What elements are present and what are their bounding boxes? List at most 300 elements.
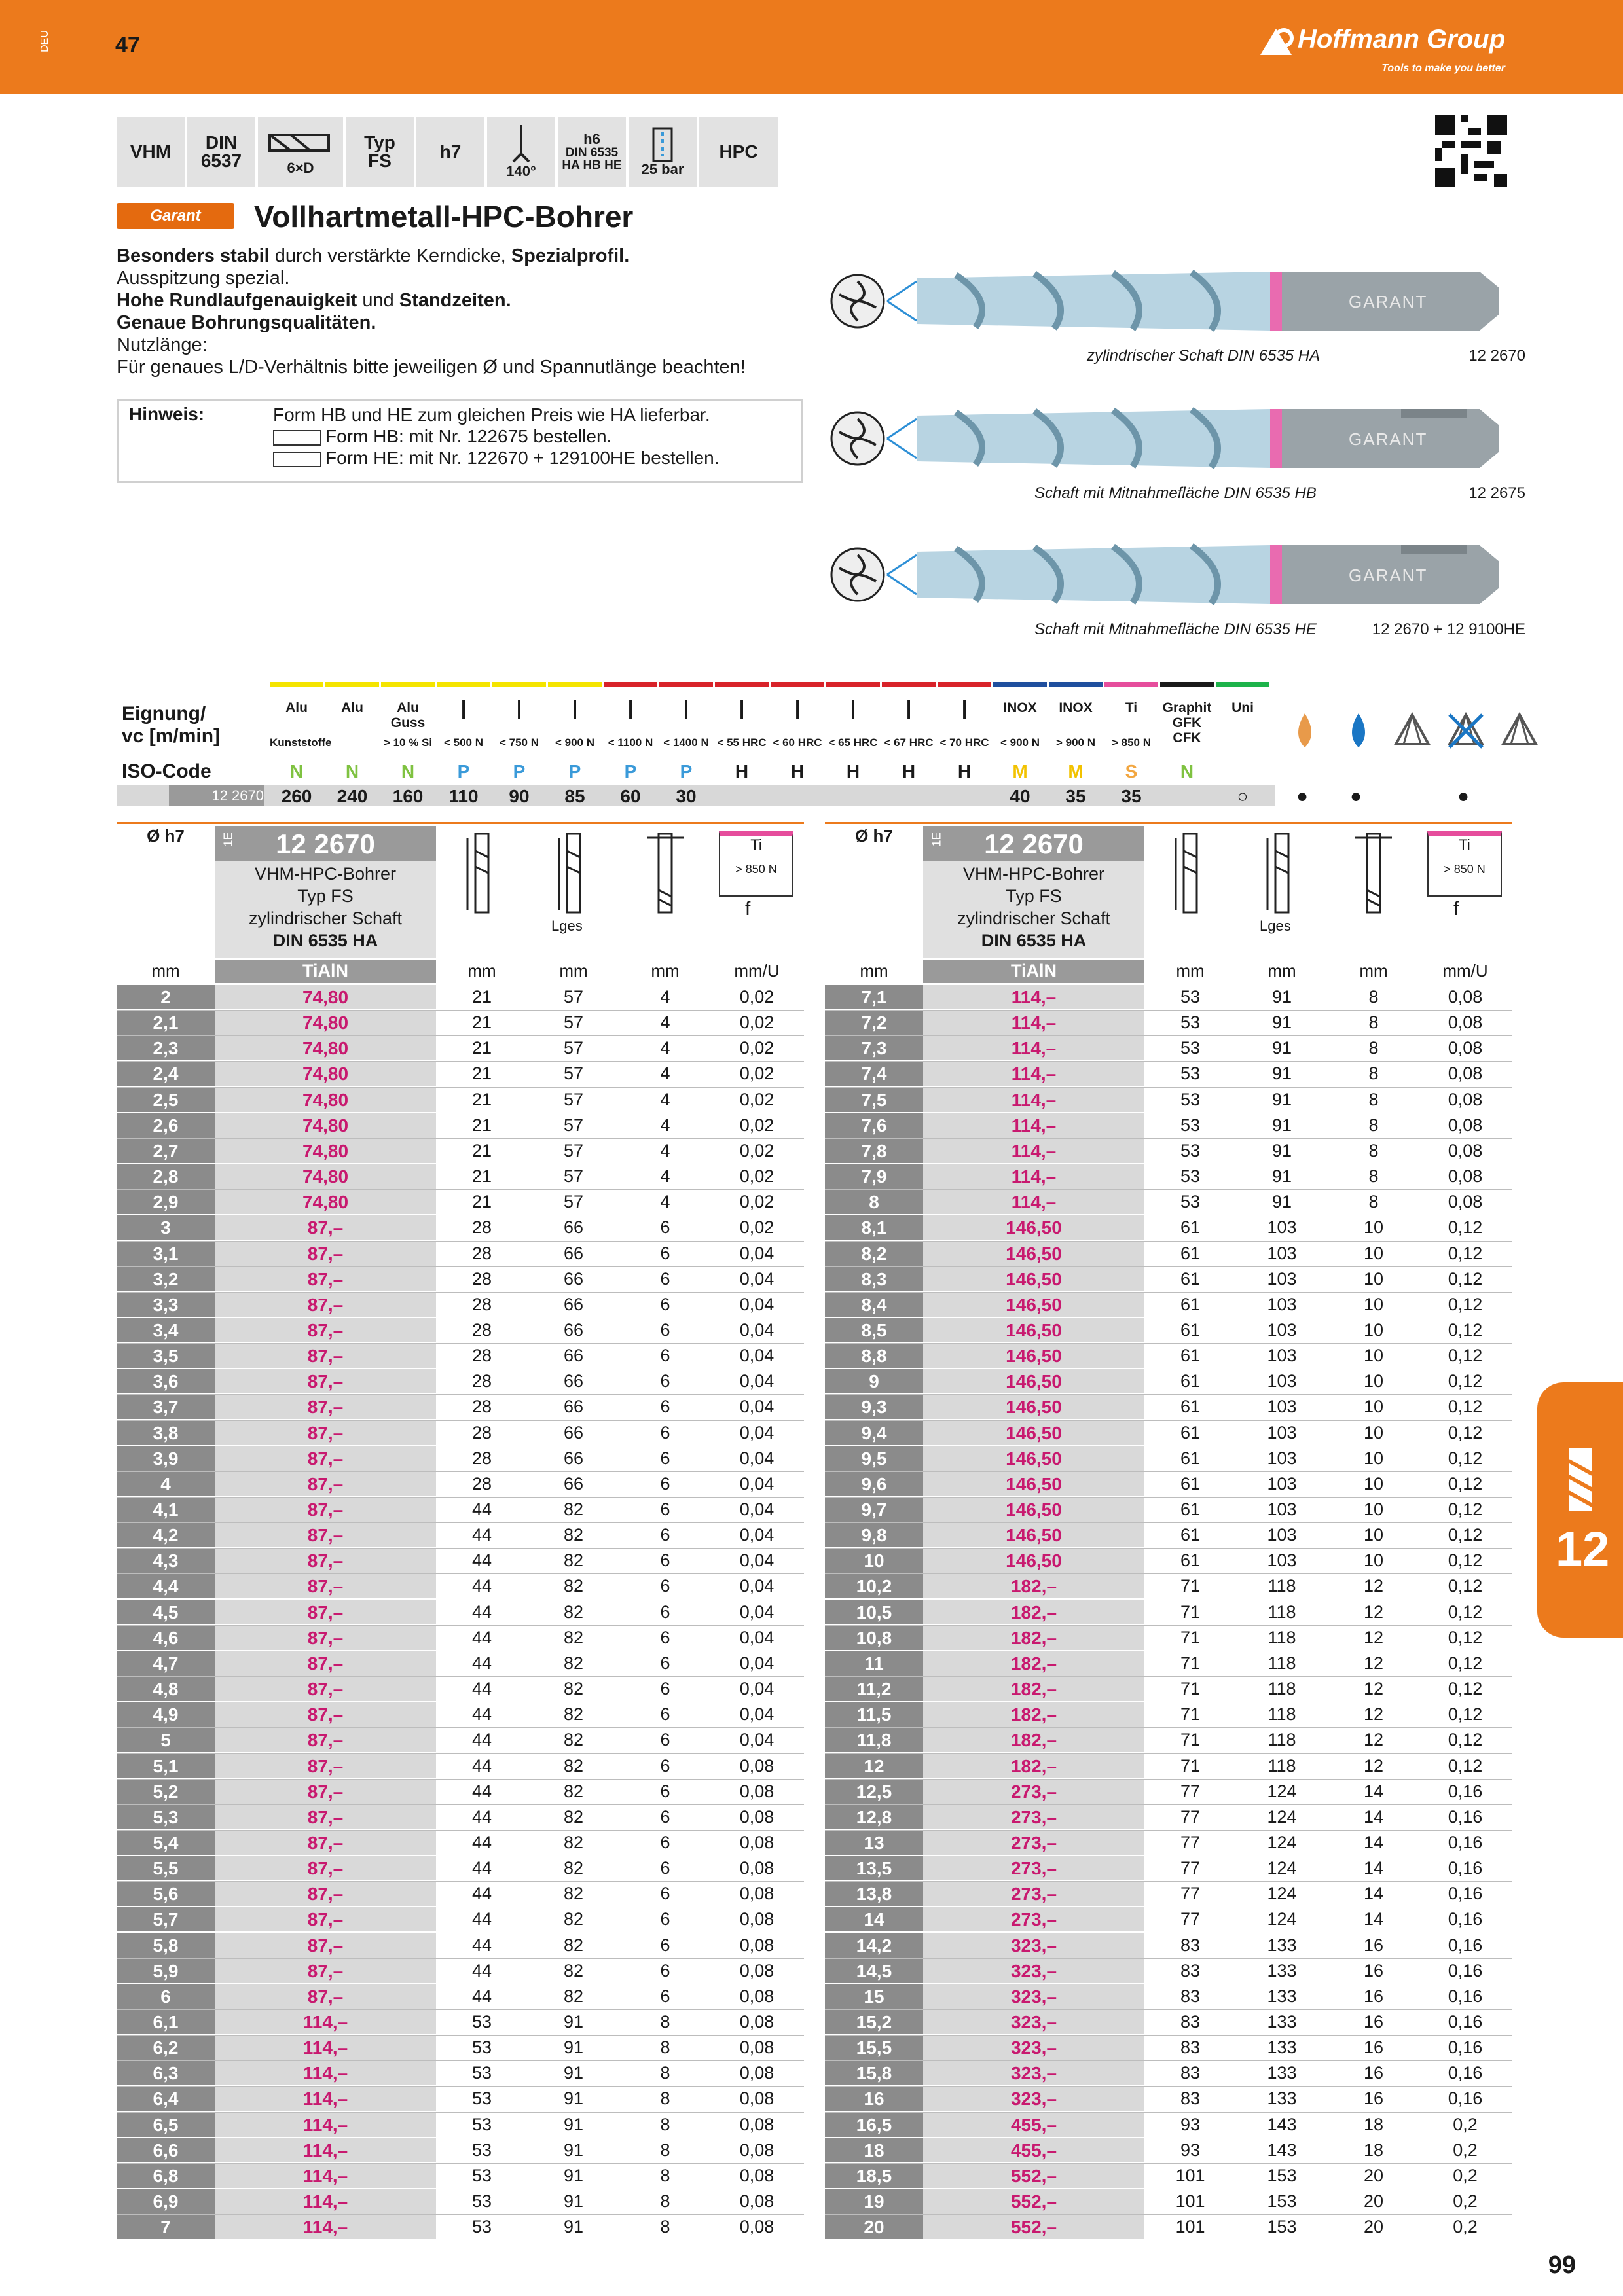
drill-caption: Schaft mit Mitnahmefläche DIN 6535 HB xyxy=(1034,484,1317,502)
price-cell[interactable]: 146,50 xyxy=(923,1472,1144,1496)
feed-cell: 0,04 xyxy=(739,1371,775,1391)
garant-brand-badge: Garant xyxy=(117,203,234,229)
material-name: Ti xyxy=(1125,700,1138,715)
price-cell[interactable]: 552,– xyxy=(923,2189,1144,2214)
feed-cell: 0,08 xyxy=(739,1858,775,1878)
total-length-cell: 103 xyxy=(1267,1294,1297,1314)
total-length-cell: 124 xyxy=(1267,1909,1297,1929)
total-length-cell: 57 xyxy=(563,1140,584,1160)
flute-length-cell: 53 xyxy=(1180,1064,1201,1084)
feed-cell: 0,04 xyxy=(739,1499,775,1519)
cutting-speed-value: 40 xyxy=(1010,786,1030,806)
description-fragment: und xyxy=(357,290,399,311)
shank-diameter-cell: 8 xyxy=(1368,1192,1379,1212)
price-cell[interactable]: 273,– xyxy=(923,1831,1144,1855)
flute-length-cell: 44 xyxy=(471,1653,492,1673)
shank-diameter-cell: 10 xyxy=(1363,1268,1384,1289)
feed-cell: 0,02 xyxy=(739,1013,775,1033)
price-cell[interactable]: 87,– xyxy=(215,1984,436,2009)
price-cell[interactable]: 146,50 xyxy=(923,1446,1144,1471)
price-cell[interactable]: 74,80 xyxy=(215,1088,436,1112)
feed-cell: 0,16 xyxy=(1448,2089,1483,2109)
shank-diameter-cell: 12 xyxy=(1363,1704,1384,1725)
shank-diameter-cell: 6 xyxy=(660,1602,670,1622)
article-number: 12 2670 xyxy=(276,829,375,859)
price-cell[interactable]: 323,– xyxy=(923,1933,1144,1958)
chapter-tab[interactable] xyxy=(1537,1382,1623,1638)
feed-cell: 0,08 xyxy=(1448,1038,1483,1058)
price-cell[interactable]: 87,– xyxy=(215,1728,436,1752)
price-cell[interactable]: 114,– xyxy=(923,1011,1144,1035)
feed-label: f xyxy=(1453,898,1459,920)
diameter-cell: 18,5 xyxy=(825,2164,923,2188)
diameter-cell: 14,2 xyxy=(825,1933,923,1958)
catalog-section-number: 47 xyxy=(115,33,140,58)
feed-cell: 0,02 xyxy=(739,1217,775,1238)
price-cell[interactable]: 273,– xyxy=(923,1882,1144,1906)
total-length-cell: 153 xyxy=(1267,2165,1297,2185)
price-cell[interactable]: 87,– xyxy=(215,1907,436,1931)
price-cell[interactable]: 114,– xyxy=(215,2215,436,2239)
diameter-cell: 3,3 xyxy=(117,1293,215,1317)
feed-cell: 0,04 xyxy=(739,1422,775,1443)
total-length-cell: 103 xyxy=(1267,1371,1297,1391)
shank-diameter-icon xyxy=(1354,831,1393,923)
material-name: Alu xyxy=(285,700,308,715)
diameter-cell: 13,5 xyxy=(825,1856,923,1880)
price-cell[interactable]: 74,80 xyxy=(215,1164,436,1189)
note-line: Form HB und HE zum gleichen Preis wie HA lieferbar. xyxy=(273,404,710,425)
total-length-cell: 57 xyxy=(563,1038,584,1058)
price-cell[interactable]: 146,50 xyxy=(923,1242,1144,1266)
flute-length-cell: 71 xyxy=(1180,1602,1201,1622)
shank-diameter-cell: 18 xyxy=(1363,2140,1384,2160)
price-cell[interactable]: 114,– xyxy=(215,2010,436,2034)
price-cell[interactable]: 146,50 xyxy=(923,1293,1144,1317)
suitability-label: Eignung/ xyxy=(122,703,206,725)
feed-cell: 0,08 xyxy=(739,1806,775,1827)
feed-cell: 0,16 xyxy=(1448,2063,1483,2083)
diameter-cell: 8,1 xyxy=(825,1215,923,1240)
price-cell[interactable]: 114,– xyxy=(923,1113,1144,1138)
length-unit: mm xyxy=(559,961,588,980)
price-cell[interactable]: 74,80 xyxy=(215,985,436,1009)
price-cell[interactable]: 146,50 xyxy=(923,1549,1144,1573)
shank-diameter-cell: 6 xyxy=(660,1653,670,1673)
price-cell[interactable]: 87,– xyxy=(215,1780,436,1804)
feed-cell: 0,12 xyxy=(1448,1704,1483,1725)
feed-cell: 0,08 xyxy=(739,2165,775,2185)
flute-length-cell: 53 xyxy=(471,2217,492,2237)
total-length-cell: 133 xyxy=(1267,2037,1297,2058)
price-cell[interactable]: 323,– xyxy=(923,2010,1144,2034)
price-cell[interactable]: 146,50 xyxy=(923,1318,1144,1342)
shank-diameter-cell: 6 xyxy=(660,1806,670,1827)
price-cell[interactable]: 182,– xyxy=(923,1626,1144,1650)
total-length-cell: 91 xyxy=(563,2012,584,2032)
diameter-cell: 10 xyxy=(825,1549,923,1573)
material-color-bar xyxy=(548,682,602,687)
drill-article-number: 12 2670 + 12 9100HE xyxy=(1372,620,1525,638)
price-cell[interactable]: 182,– xyxy=(923,1574,1144,1598)
diameter-cell: 9,5 xyxy=(825,1446,923,1471)
price-cell[interactable]: 114,– xyxy=(215,2061,436,2085)
diameter-cell: 3,6 xyxy=(117,1369,215,1393)
feed-cell: 0,16 xyxy=(1448,1884,1483,1904)
price-cell[interactable]: 87,– xyxy=(215,1395,436,1419)
diameter-cell: 4,5 xyxy=(117,1600,215,1624)
feed-cell: 0,04 xyxy=(739,1602,775,1622)
price-cell[interactable]: 323,– xyxy=(923,1984,1144,2009)
material-name: INOX xyxy=(1059,700,1093,715)
material-strength: > 850 N xyxy=(1111,736,1151,749)
article-description: DIN 6535 HA xyxy=(272,931,378,950)
oil-drop-icon xyxy=(1282,708,1328,754)
language-code: DEU xyxy=(39,30,50,52)
shank-diameter-cell: 10 xyxy=(1363,1346,1384,1366)
feed-cell: 0,02 xyxy=(739,1192,775,1212)
flute-length-cell: 44 xyxy=(471,1909,492,1929)
price-cell[interactable]: 87,– xyxy=(215,1549,436,1573)
diameter-cell: 6,1 xyxy=(117,2010,215,2034)
price-cell[interactable]: 552,– xyxy=(923,2215,1144,2239)
tolerance-cell: h7 xyxy=(416,117,487,187)
diameter-cell: 15 xyxy=(825,1984,923,2009)
total-length-cell: 103 xyxy=(1267,1551,1297,1571)
price-cell[interactable]: 74,80 xyxy=(215,1036,436,1060)
diameter-cell: 16 xyxy=(825,2087,923,2111)
material-strength: < 70 HRC xyxy=(939,736,989,749)
price-cell[interactable]: 146,50 xyxy=(923,1369,1144,1393)
drill-engraving: GARANT xyxy=(1349,292,1428,312)
shank-cell: h6 DIN 6535 HA HB HE xyxy=(558,117,629,187)
total-length-cell: 82 xyxy=(563,1806,584,1827)
price-cell[interactable]: 273,– xyxy=(923,1805,1144,1829)
price-cell[interactable]: 114,– xyxy=(923,1036,1144,1060)
price-cell[interactable]: 146,50 xyxy=(923,1395,1144,1419)
note-line: Form HB: mit Nr. 122675 bestellen. xyxy=(273,425,720,447)
price-cell[interactable]: 146,50 xyxy=(923,1421,1144,1445)
price-cell[interactable]: 87,– xyxy=(215,1215,436,1240)
price-cell[interactable]: 87,– xyxy=(215,1574,436,1598)
material-color-bar xyxy=(492,682,546,687)
diameter-cell: 3,2 xyxy=(117,1267,215,1291)
price-cell[interactable]: 114,– xyxy=(923,1139,1144,1163)
total-length-cell: 82 xyxy=(563,1576,584,1596)
description-line xyxy=(117,245,837,267)
price-cell[interactable]: 146,50 xyxy=(923,1267,1144,1291)
flute-length-cell: 28 xyxy=(471,1319,492,1340)
flute-length-cell: 71 xyxy=(1180,1730,1201,1750)
total-length-cell: 82 xyxy=(563,1679,584,1699)
diameter-cell: 2,4 xyxy=(117,1062,215,1086)
price-cell[interactable]: 87,– xyxy=(215,1856,436,1880)
total-length-cell: 91 xyxy=(1271,1192,1292,1212)
description-fragment: Genaue Bohrungsqualitäten. xyxy=(117,312,376,333)
shank-diameter-cell: 12 xyxy=(1363,1576,1384,1596)
shank-diameter-cell: 12 xyxy=(1363,1653,1384,1673)
cutting-speed-value: 85 xyxy=(564,786,585,806)
total-length-cell: 103 xyxy=(1267,1319,1297,1340)
diameter-cell: 9,7 xyxy=(825,1498,923,1522)
total-length-cell: 82 xyxy=(563,1525,584,1545)
price-cell[interactable]: 114,– xyxy=(215,2087,436,2111)
price-cell[interactable]: 552,– xyxy=(923,2164,1144,2188)
diameter-cell: 4,9 xyxy=(117,1702,215,1727)
length-unit: mm xyxy=(651,961,680,980)
diameter-cell: 11 xyxy=(825,1651,923,1676)
diameter-cell: 9,6 xyxy=(825,1472,923,1496)
feed-cell: 0,08 xyxy=(739,2012,775,2032)
length-unit: mm xyxy=(1267,961,1296,980)
diameter-cell: 12,5 xyxy=(825,1780,923,1804)
diameter-cell: 8,4 xyxy=(825,1293,923,1317)
steel-beam-icon: Ⅰ xyxy=(738,696,746,725)
flute-length-cell: 28 xyxy=(471,1422,492,1443)
flute-length-cell: 44 xyxy=(471,1525,492,1545)
price-cell[interactable]: 87,– xyxy=(215,1498,436,1522)
iso-code: N xyxy=(401,761,415,781)
price-cell[interactable]: 182,– xyxy=(923,1728,1144,1752)
price-cell[interactable]: 87,– xyxy=(215,1959,436,1983)
price-cell[interactable]: 146,50 xyxy=(923,1523,1144,1547)
price-cell[interactable]: 87,– xyxy=(215,1882,436,1906)
total-length-cell: 103 xyxy=(1267,1473,1297,1494)
description-fragment: durch verstärkte Kerndicke, xyxy=(269,245,511,266)
price-cell[interactable]: 114,– xyxy=(923,1062,1144,1086)
price-cell[interactable]: 74,80 xyxy=(215,1062,436,1086)
flute-length-cell: 44 xyxy=(471,1858,492,1878)
feed-cell: 0,12 xyxy=(1448,1448,1483,1468)
diameter-cell: 10,2 xyxy=(825,1574,923,1598)
total-length-cell: 103 xyxy=(1267,1243,1297,1263)
drill-caption: zylindrischer Schaft DIN 6535 HA xyxy=(1087,347,1321,365)
iso-code: H xyxy=(846,761,860,781)
flute-length-cell: 21 xyxy=(471,1089,492,1109)
price-cell[interactable]: 87,– xyxy=(215,1933,436,1958)
price-cell[interactable]: 74,80 xyxy=(215,1011,436,1035)
titanium-strength: > 850 N xyxy=(1444,863,1486,876)
shank-diameter-cell: 8 xyxy=(660,2140,670,2160)
price-cell[interactable]: 114,– xyxy=(215,2164,436,2188)
diameter-cell: 2,5 xyxy=(117,1088,215,1112)
total-length-cell: 118 xyxy=(1267,1602,1296,1622)
price-cell[interactable]: 114,– xyxy=(215,2113,436,2137)
chapter-number: 12 xyxy=(1556,1522,1610,1576)
total-length-cell: 82 xyxy=(563,1986,584,2006)
shank-diameter-cell: 8 xyxy=(660,2191,670,2212)
price-cell[interactable]: 87,– xyxy=(215,1600,436,1624)
price-cell[interactable]: 87,– xyxy=(215,1523,436,1547)
price-cell[interactable]: 87,– xyxy=(215,1626,436,1650)
price-cell[interactable]: 87,– xyxy=(215,1344,436,1368)
price-cell[interactable]: 323,– xyxy=(923,2036,1144,2060)
total-length-cell: 103 xyxy=(1267,1448,1297,1468)
total-length-cell: 91 xyxy=(563,2089,584,2109)
article-tag: 1E xyxy=(221,832,235,847)
price-cell[interactable]: 87,– xyxy=(215,1651,436,1676)
diameter-cell: 10,5 xyxy=(825,1600,923,1624)
price-cell[interactable]: 114,– xyxy=(215,2138,436,2162)
price-cell[interactable]: 74,80 xyxy=(215,1139,436,1163)
description-fragment: Hohe Rundlaufgenauigkeit xyxy=(117,290,357,311)
material-color-bar xyxy=(715,682,769,687)
price-cell[interactable]: 87,– xyxy=(215,1267,436,1291)
flute-length-cell: 53 xyxy=(471,2114,492,2134)
feed-cell: 0,2 xyxy=(1453,2165,1478,2185)
shank-diameter-cell: 6 xyxy=(660,1473,670,1494)
diameter-cell: 5,2 xyxy=(117,1780,215,1804)
flute-length-cell: 44 xyxy=(471,1755,492,1776)
flute-length-cell: 21 xyxy=(471,1115,492,1135)
price-cell[interactable]: 273,– xyxy=(923,1856,1144,1880)
price-cell[interactable]: 323,– xyxy=(923,2061,1144,2085)
total-length-cell: 82 xyxy=(563,1704,584,1725)
material-strength: < 55 HRC xyxy=(717,736,767,749)
flute-length-cell: 101 xyxy=(1175,2217,1205,2237)
price-cell[interactable]: 146,50 xyxy=(923,1215,1144,1240)
steel-beam-icon: Ⅰ xyxy=(571,696,579,725)
material-name: Graphit GFK CFK xyxy=(1162,700,1212,746)
price-cell[interactable]: 146,50 xyxy=(923,1498,1144,1522)
price-cell[interactable]: 87,– xyxy=(215,1805,436,1829)
price-cell[interactable]: 114,– xyxy=(923,1190,1144,1214)
price-cell[interactable]: 114,– xyxy=(215,2189,436,2214)
shank-hb-icon xyxy=(273,430,321,446)
price-cell[interactable]: 114,– xyxy=(923,985,1144,1009)
total-length-cell: 66 xyxy=(563,1422,584,1443)
diameter-cell: 8,3 xyxy=(825,1267,923,1291)
feed-cell: 0,08 xyxy=(1448,1013,1483,1033)
feed-cell: 0,12 xyxy=(1448,1217,1483,1238)
price-cell[interactable]: 87,– xyxy=(215,1754,436,1778)
feed-label: f xyxy=(745,898,751,920)
feed-cell: 0,12 xyxy=(1448,1525,1483,1545)
price-cell[interactable]: 87,– xyxy=(215,1831,436,1855)
iso-code: M xyxy=(1012,761,1028,781)
table-top-rule xyxy=(117,822,804,824)
price-cell[interactable]: 146,50 xyxy=(923,1344,1144,1368)
price-cell[interactable]: 455,– xyxy=(923,2138,1144,2162)
total-length-cell: 82 xyxy=(563,1627,584,1647)
price-cell[interactable]: 87,– xyxy=(215,1369,436,1393)
price-cell[interactable]: 87,– xyxy=(215,1242,436,1266)
flute-length-cell: 101 xyxy=(1175,2191,1205,2212)
total-length-cell: 66 xyxy=(563,1397,584,1417)
article-description: zylindrischer Schaft xyxy=(248,908,403,928)
shank-diameter-cell: 10 xyxy=(1363,1371,1384,1391)
total-length-cell: 91 xyxy=(563,2063,584,2083)
price-cell[interactable]: 87,– xyxy=(215,1472,436,1496)
feed-cell: 0,08 xyxy=(1448,1140,1483,1160)
total-length-cell: 103 xyxy=(1267,1422,1297,1443)
total-length-cell: 153 xyxy=(1267,2217,1297,2237)
price-cell[interactable]: 87,– xyxy=(215,1702,436,1727)
price-cell[interactable]: 455,– xyxy=(923,2113,1144,2137)
shank-diameter-cell: 6 xyxy=(660,1551,670,1571)
price-cell[interactable]: 87,– xyxy=(215,1293,436,1317)
diameter-cell: 7,9 xyxy=(825,1164,923,1189)
flute-length-cell: 71 xyxy=(1180,1755,1201,1776)
flute-length-cell: 61 xyxy=(1180,1371,1201,1391)
price-cell[interactable]: 323,– xyxy=(923,1959,1144,1983)
diameter-cell: 15,8 xyxy=(825,2061,923,2085)
total-length-cell: 91 xyxy=(1271,1013,1292,1033)
total-length-cell: 103 xyxy=(1267,1268,1297,1289)
shank-diameter-cell: 6 xyxy=(660,1858,670,1878)
shank-diameter-cell: 4 xyxy=(660,1064,670,1084)
diameter-cell: 11,5 xyxy=(825,1702,923,1727)
price-cell[interactable]: 87,– xyxy=(215,1677,436,1701)
price-cell[interactable]: 273,– xyxy=(923,1907,1144,1931)
diameter-cell: 20 xyxy=(825,2215,923,2239)
price-cell[interactable]: 323,– xyxy=(923,2087,1144,2111)
price-cell[interactable]: 114,– xyxy=(923,1088,1144,1112)
price-cell[interactable]: 114,– xyxy=(215,2036,436,2060)
total-length-cell: 57 xyxy=(563,1166,584,1187)
price-cell[interactable]: 114,– xyxy=(923,1164,1144,1189)
iso-code: N xyxy=(289,761,304,781)
feed-cell: 0,16 xyxy=(1448,1781,1483,1801)
total-length-cell: 124 xyxy=(1267,1781,1297,1801)
flute-length-cell: 53 xyxy=(1180,1192,1201,1212)
diameter-cell: 14,5 xyxy=(825,1959,923,1983)
total-length-cell: 82 xyxy=(563,1781,584,1801)
feed-cell: 0,12 xyxy=(1448,1268,1483,1289)
qr-code-icon[interactable] xyxy=(1435,115,1507,187)
shank-diameter-cell: 8 xyxy=(1368,1140,1379,1160)
iso-code: H xyxy=(790,761,805,781)
diameter-cell: 7,2 xyxy=(825,1011,923,1035)
length-cell: 6×D xyxy=(258,117,346,187)
shank-diameter-cell: 6 xyxy=(660,1679,670,1699)
material-name: Uni xyxy=(1231,700,1254,715)
material-color-bar xyxy=(1216,682,1269,687)
shank-diameter-cell: 8 xyxy=(1368,1089,1379,1109)
material-color-bar xyxy=(437,682,490,687)
shank-diameter-cell: 6 xyxy=(660,1422,670,1443)
flute-length-cell: 44 xyxy=(471,1806,492,1827)
note-box xyxy=(117,399,803,483)
flute-length-cell: 77 xyxy=(1180,1909,1201,1929)
feed-cell: 0,04 xyxy=(739,1268,775,1289)
material-color-bar xyxy=(381,682,435,687)
feed-cell: 0,12 xyxy=(1448,1294,1483,1314)
feed-cell: 0,04 xyxy=(739,1627,775,1647)
price-cell[interactable]: 74,80 xyxy=(215,1190,436,1214)
price-cell[interactable]: 182,– xyxy=(923,1754,1144,1778)
price-cell[interactable]: 182,– xyxy=(923,1600,1144,1624)
price-cell[interactable]: 87,– xyxy=(215,1318,436,1342)
article-description: zylindrischer Schaft xyxy=(957,908,1111,928)
price-cell[interactable]: 87,– xyxy=(215,1446,436,1471)
price-cell[interactable]: 87,– xyxy=(215,1421,436,1445)
article-description: VHM-HPC-Bohrer xyxy=(254,864,397,884)
cutting-speed-value: 240 xyxy=(337,786,368,806)
diameter-cell: 3 xyxy=(117,1215,215,1240)
hoffmann-logo-icon xyxy=(1256,26,1302,59)
price-cell[interactable]: 182,– xyxy=(923,1651,1144,1676)
feed-cell: 0,12 xyxy=(1448,1755,1483,1776)
diameter-cell: 11,8 xyxy=(825,1728,923,1752)
price-cell[interactable]: 273,– xyxy=(923,1780,1144,1804)
diameter-cell: 11,2 xyxy=(825,1677,923,1701)
shank-diameter-cell: 10 xyxy=(1363,1525,1384,1545)
price-cell[interactable]: 182,– xyxy=(923,1677,1144,1701)
material-strength: > 10 % Si xyxy=(383,736,433,749)
price-cell[interactable]: 74,80 xyxy=(215,1113,436,1138)
price-cell[interactable]: 182,– xyxy=(923,1702,1144,1727)
